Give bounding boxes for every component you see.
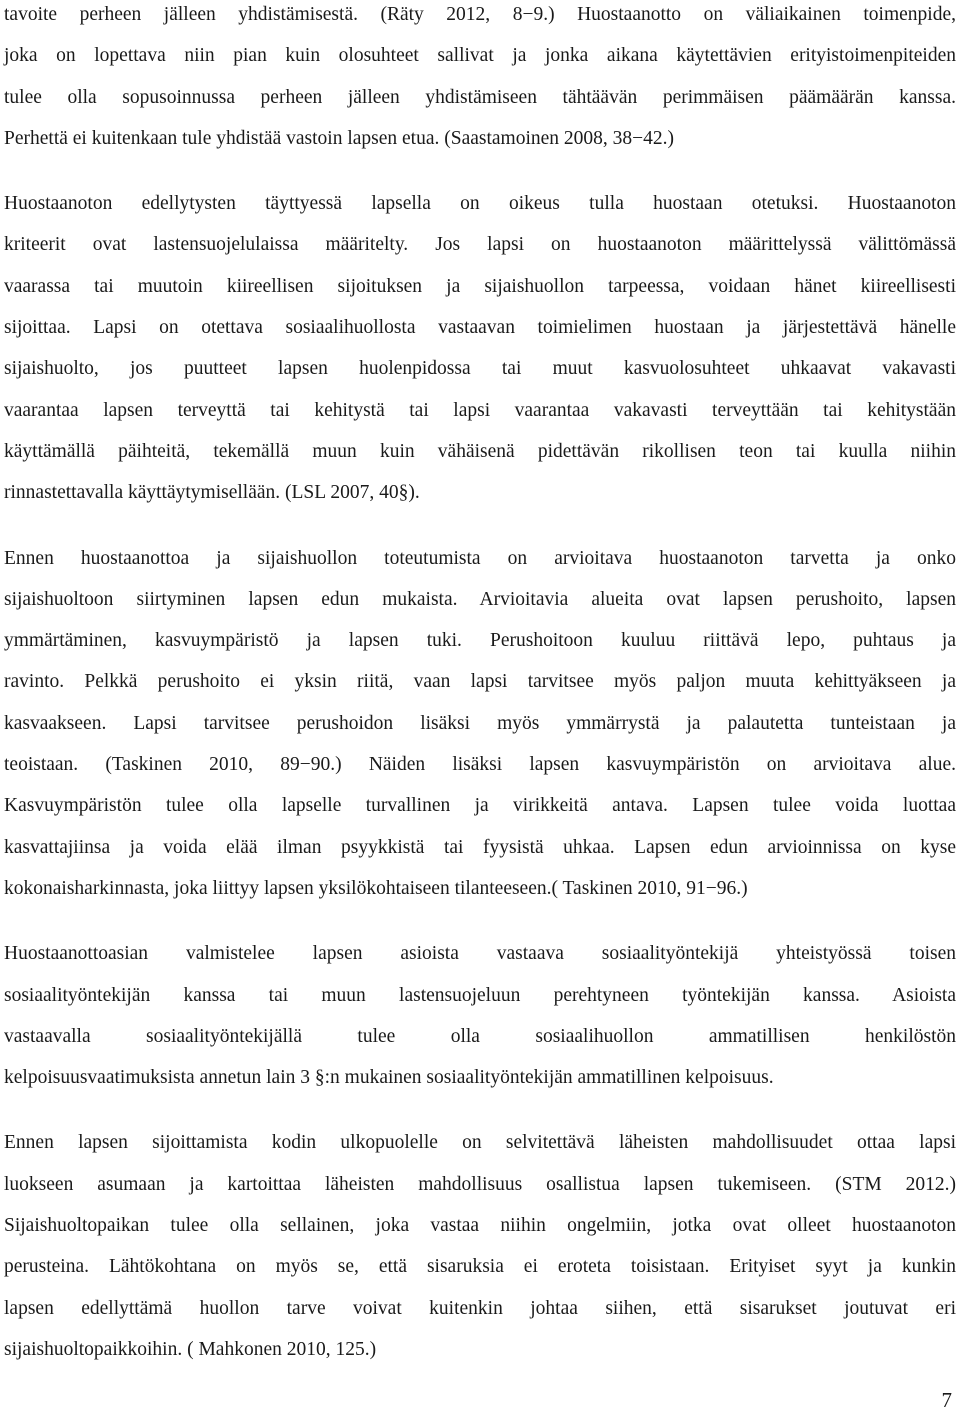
text-line: vastaavalla sosiaalityöntekijällä tulee olla sosiaalihuollon ammatillisen henkilöstön: [4, 1025, 956, 1047]
text-line: vaarassa tai muutoin kiireellisen sijoituksen ja sijaishuollon tarpeessa, voidaan hänet kiireellisesti: [4, 275, 956, 297]
document-page: [4, 0, 956, 1394]
text-line: lapsen edellyttämä huollon tarve voivat kuitenkin johtaa siihen, että sisarukset joutuvat eri: [4, 1297, 956, 1319]
text-line: tulee olla sopusoinnussa perheen jälleen yhdistämiseen tähtäävän perimmäisen päämäärän kanssa.: [4, 86, 956, 108]
text-line: Ennen lapsen sijoittamista kodin ulkopuolelle on selvitettävä läheisten mahdollisuudet ottaa lapsi: [4, 1132, 956, 1154]
text-line: kasvattajiinsa ja voida elää ilman psyykkistä tai fyysistä uhkaa. Lapsen edun arvioinnissa on kyse: [4, 836, 956, 858]
text-line: ravinto. Pelkkä perushoito ei yksin riitä, vaan lapsi tarvitsee myös paljon muuta kehittyäkseen ja: [4, 671, 956, 693]
paragraph-preparation: [4, 933, 956, 1098]
text-line: Ennen huostaanottoa ja sijaishuollon toteutumista on arvioitava huostaanoton tarvetta ja onko: [4, 547, 956, 569]
text-line: sijoittaa. Lapsi on otettava sosiaalihuollosta vastaavan toimielimen huostaan ja järjestettävä hänelle: [4, 317, 956, 339]
text-line: Huostaanottoasian valmistelee lapsen asioista vastaava sosiaalityöntekijä yhteistyössä toisen: [4, 943, 956, 965]
page-number: 7: [941, 1388, 952, 1412]
text-line: vaarantaa lapsen terveyttä tai kehitystä tai lapsi vaarantaa vakavasti terveyttään tai kehitystään: [4, 399, 956, 421]
text-line: joka on lopettava niin pian kuin olosuhteet sallivat ja jonka aikana käytettävien erityistoimenpiteiden: [4, 45, 956, 67]
text-line: Perhettä ei kuitenkaan tule yhdistää vastoin lapsen etua. (Saastamoinen 2008, 38−42.): [4, 127, 675, 149]
text-line: rinnastettavalla käyttäytymisellään. (LSL 2007, 40§).: [4, 482, 420, 504]
text-line: kokonaisharkinnasta, joka liittyy lapsen yksilökohtaiseen tilanteeseen.( Taskinen 2010, 91−96.): [4, 877, 748, 899]
text-line: sijaishuoltoon siirtyminen lapsen edun mukaista. Arvioitavia alueita ovat lapsen perushoito, lapsen: [4, 588, 956, 610]
paragraph-criteria: [4, 183, 956, 513]
paragraph-placement: [4, 1122, 956, 1370]
text-line: perusteina. Lähtökohtana on myös se, että sisaruksia ei eroteta toisistaan. Erityiset syyt ja kunkin: [4, 1256, 956, 1278]
text-line: sosiaalityöntekijän kanssa tai muun lastensuojeluun perehtyneen työntekijän kanssa. Asioista: [4, 984, 956, 1006]
text-line: käyttämällä päihteitä, tekemällä muun kuin vähäisenä pidettävän rikollisen teon tai kuulla niihin: [4, 440, 956, 462]
paragraph-reunification: [4, 0, 956, 159]
text-line: sijaishuolto, jos puutteet lapsen huolenpidossa tai muut kasvuolosuhteet uhkaavat vakavasti: [4, 358, 956, 380]
paragraph-assessment: [4, 538, 956, 910]
text-line: Sijaishuoltopaikan tulee olla sellainen, joka vastaa niihin ongelmiin, jotka ovat olleet huostaanoton: [4, 1215, 956, 1237]
text-line: tavoite perheen jälleen yhdistämisestä. (Räty 2012, 8−9.) Huostaanotto on väliaikainen toimenpide,: [4, 4, 956, 25]
text-line: kriteerit ovat lastensuojelulaissa määritelty. Jos lapsi on huostaanoton määrittelyssä välittömässä: [4, 234, 956, 256]
text-line: teoistaan. (Taskinen 2010, 89−90.) Näiden lisäksi lapsen kasvuympäristön on arvioitava alue.: [4, 754, 956, 776]
text-line: kasvaakseen. Lapsi tarvitsee perushoidon lisäksi myös ymmärrystä ja palautetta tunteistaan ja: [4, 712, 956, 734]
text-line: ymmärtäminen, kasvuympäristö ja lapsen tuki. Perushoitoon kuuluu riittävä lepo, puhtaus ja: [4, 630, 956, 652]
text-line: Kasvuympäristön tulee olla lapselle turvallinen ja virikkeitä antava. Lapsen tulee voida luottaa: [4, 795, 956, 817]
text-line: Huostaanoton edellytysten täyttyessä lapsella on oikeus tulla huostaan otetuksi. Huostaanoton: [4, 193, 956, 215]
text-line: kelpoisuusvaatimuksista annetun lain 3 §:n mukainen sosiaalityöntekijän ammatillinen kelpoisuus.: [4, 1067, 774, 1089]
text-line: sijaishuoltopaikkoihin. ( Mahkonen 2010, 125.): [4, 1338, 377, 1360]
text-line: luokseen asumaan ja kartoittaa läheisten mahdollisuus osallistua lapsen tukemiseen. (STM 2012.): [4, 1173, 956, 1195]
